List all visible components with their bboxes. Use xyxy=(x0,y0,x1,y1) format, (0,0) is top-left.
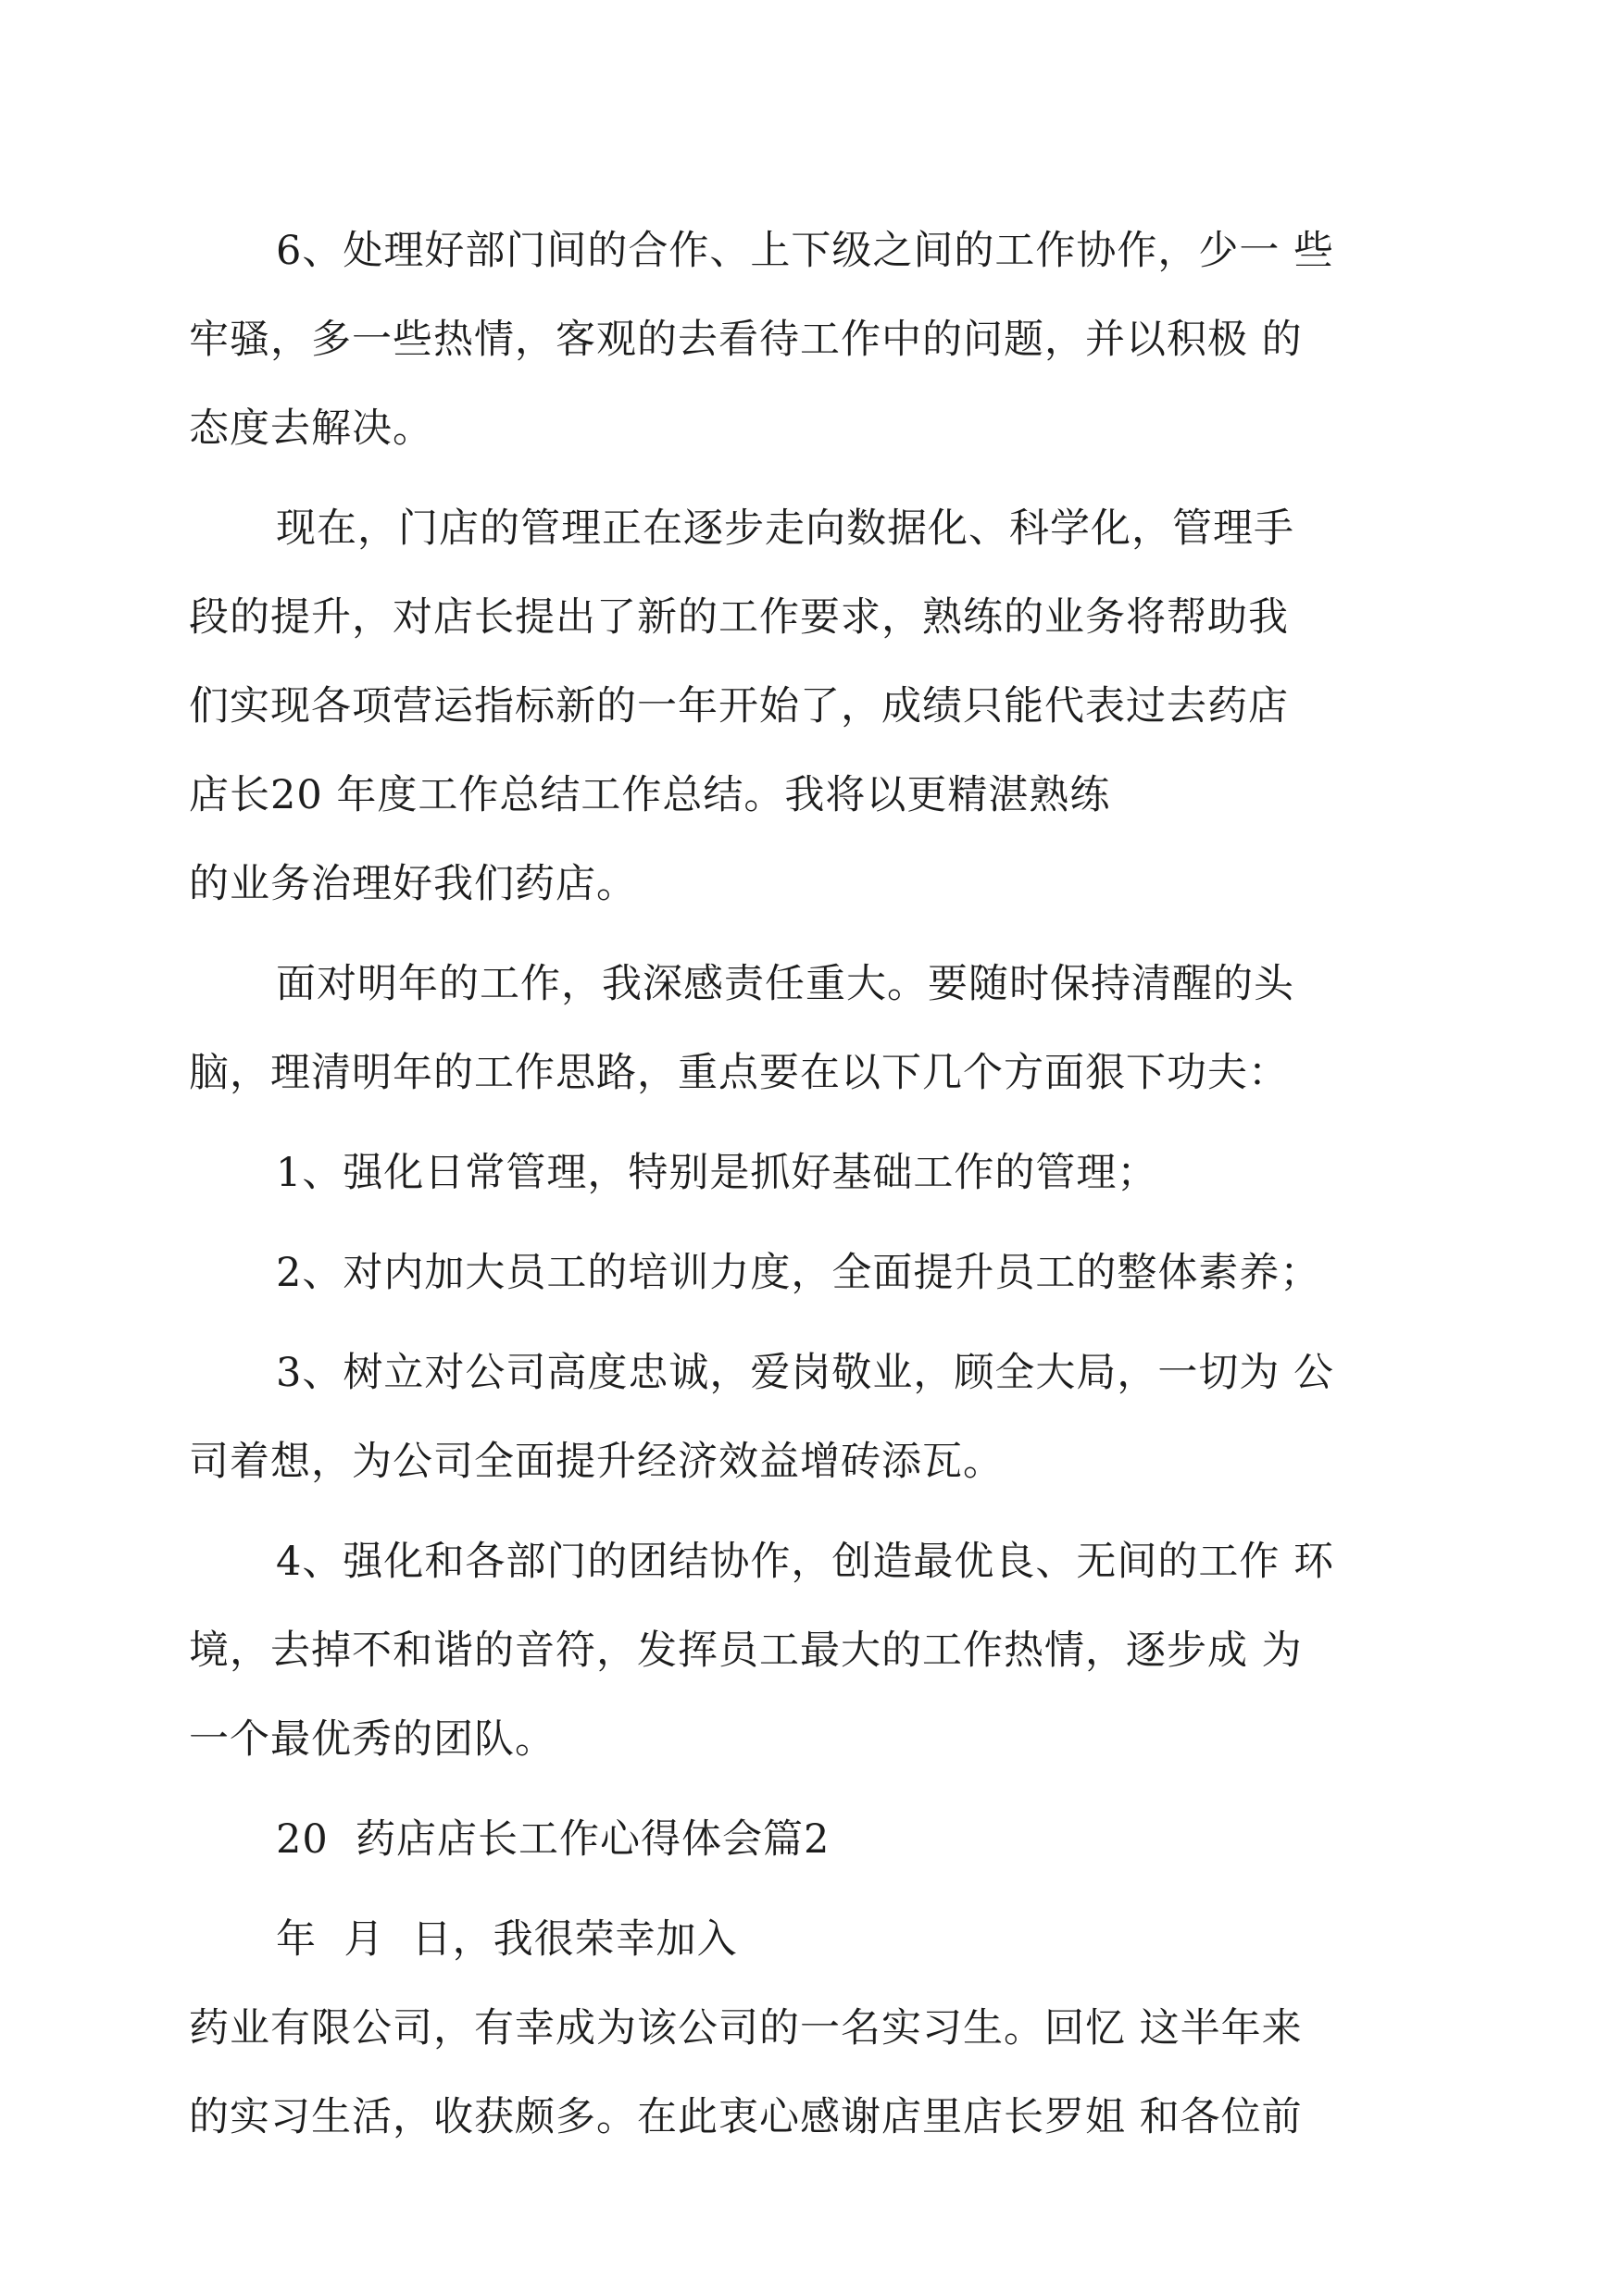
paragraph-next-year-line-2: 脑，理清明年的工作思路，重点要在以下几个方面狠下功夫： xyxy=(189,1050,1289,1096)
list-item-1: 1、强化日常管理，特别是抓好基础工作的管理； xyxy=(276,1150,1158,1196)
list-item-2: 2、对内加大员工的培训力度，全面提升员工的整体素养； xyxy=(276,1250,1321,1296)
paragraph-now-line-2: 段的提升，对店长提出了新的工作要求，熟练的业务将帮助我 xyxy=(189,594,1289,641)
intro-line-2: 药业有限公司，有幸成为该公司的一名实习生。回忆 这半年来 xyxy=(189,2005,1303,2052)
paragraph-next-year-line-1: 面对明年的工作，我深感责任重大。要随时保持清醒的头 xyxy=(276,961,1294,1007)
paragraph-now-line-5: 的业务治理好我们药店。 xyxy=(189,861,637,907)
list-item-4-line-3: 一个最优秀的团队。 xyxy=(189,1716,556,1763)
list-item-4-line-2: 境，去掉不和谐的音符，发挥员工最大的工作热情，逐步成 为 xyxy=(189,1628,1303,1674)
intro-line-3: 的实习生活，收获颇多。在此衷心感谢店里店长罗姐 和各位前 xyxy=(189,2094,1303,2140)
paragraph-6-line-3: 态度去解决。 xyxy=(189,405,433,452)
paragraph-6-line-2: 牢骚，多一些热情，客观的去看待工作中的问题，并以积极 的 xyxy=(189,317,1303,363)
list-item-4-line-1: 4、强化和各部门的团结协作，创造最优良、无间的工作 环 xyxy=(276,1539,1335,1585)
list-item-3-line-2: 司着想，为公司全面提升经济效益增砖添瓦。 xyxy=(189,1439,1004,1485)
section-heading: 20 药店店长工作心得体会篇2 xyxy=(276,1816,831,1863)
list-item-3-line-1: 3、树立对公司高度忠诚，爱岗敬业，顾全大局，一切为 公 xyxy=(276,1350,1335,1396)
intro-line-1: 年 月 日，我很荣幸加入 xyxy=(276,1916,738,1963)
paragraph-now-line-4: 店长20 年度工作总结工作总结。我将以更精湛熟练 xyxy=(189,772,1111,818)
paragraph-6-line-1: 6、处理好部门间的合作、上下级之间的工作协作，少一 些 xyxy=(276,228,1335,274)
paragraph-now-line-3: 们实现各项营运指标新的一年开始了，成绩只能代表过去药店 xyxy=(189,683,1289,730)
paragraph-now-line-1: 现在，门店的管理正在逐步走向数据化、科学化，管理手 xyxy=(276,505,1294,552)
